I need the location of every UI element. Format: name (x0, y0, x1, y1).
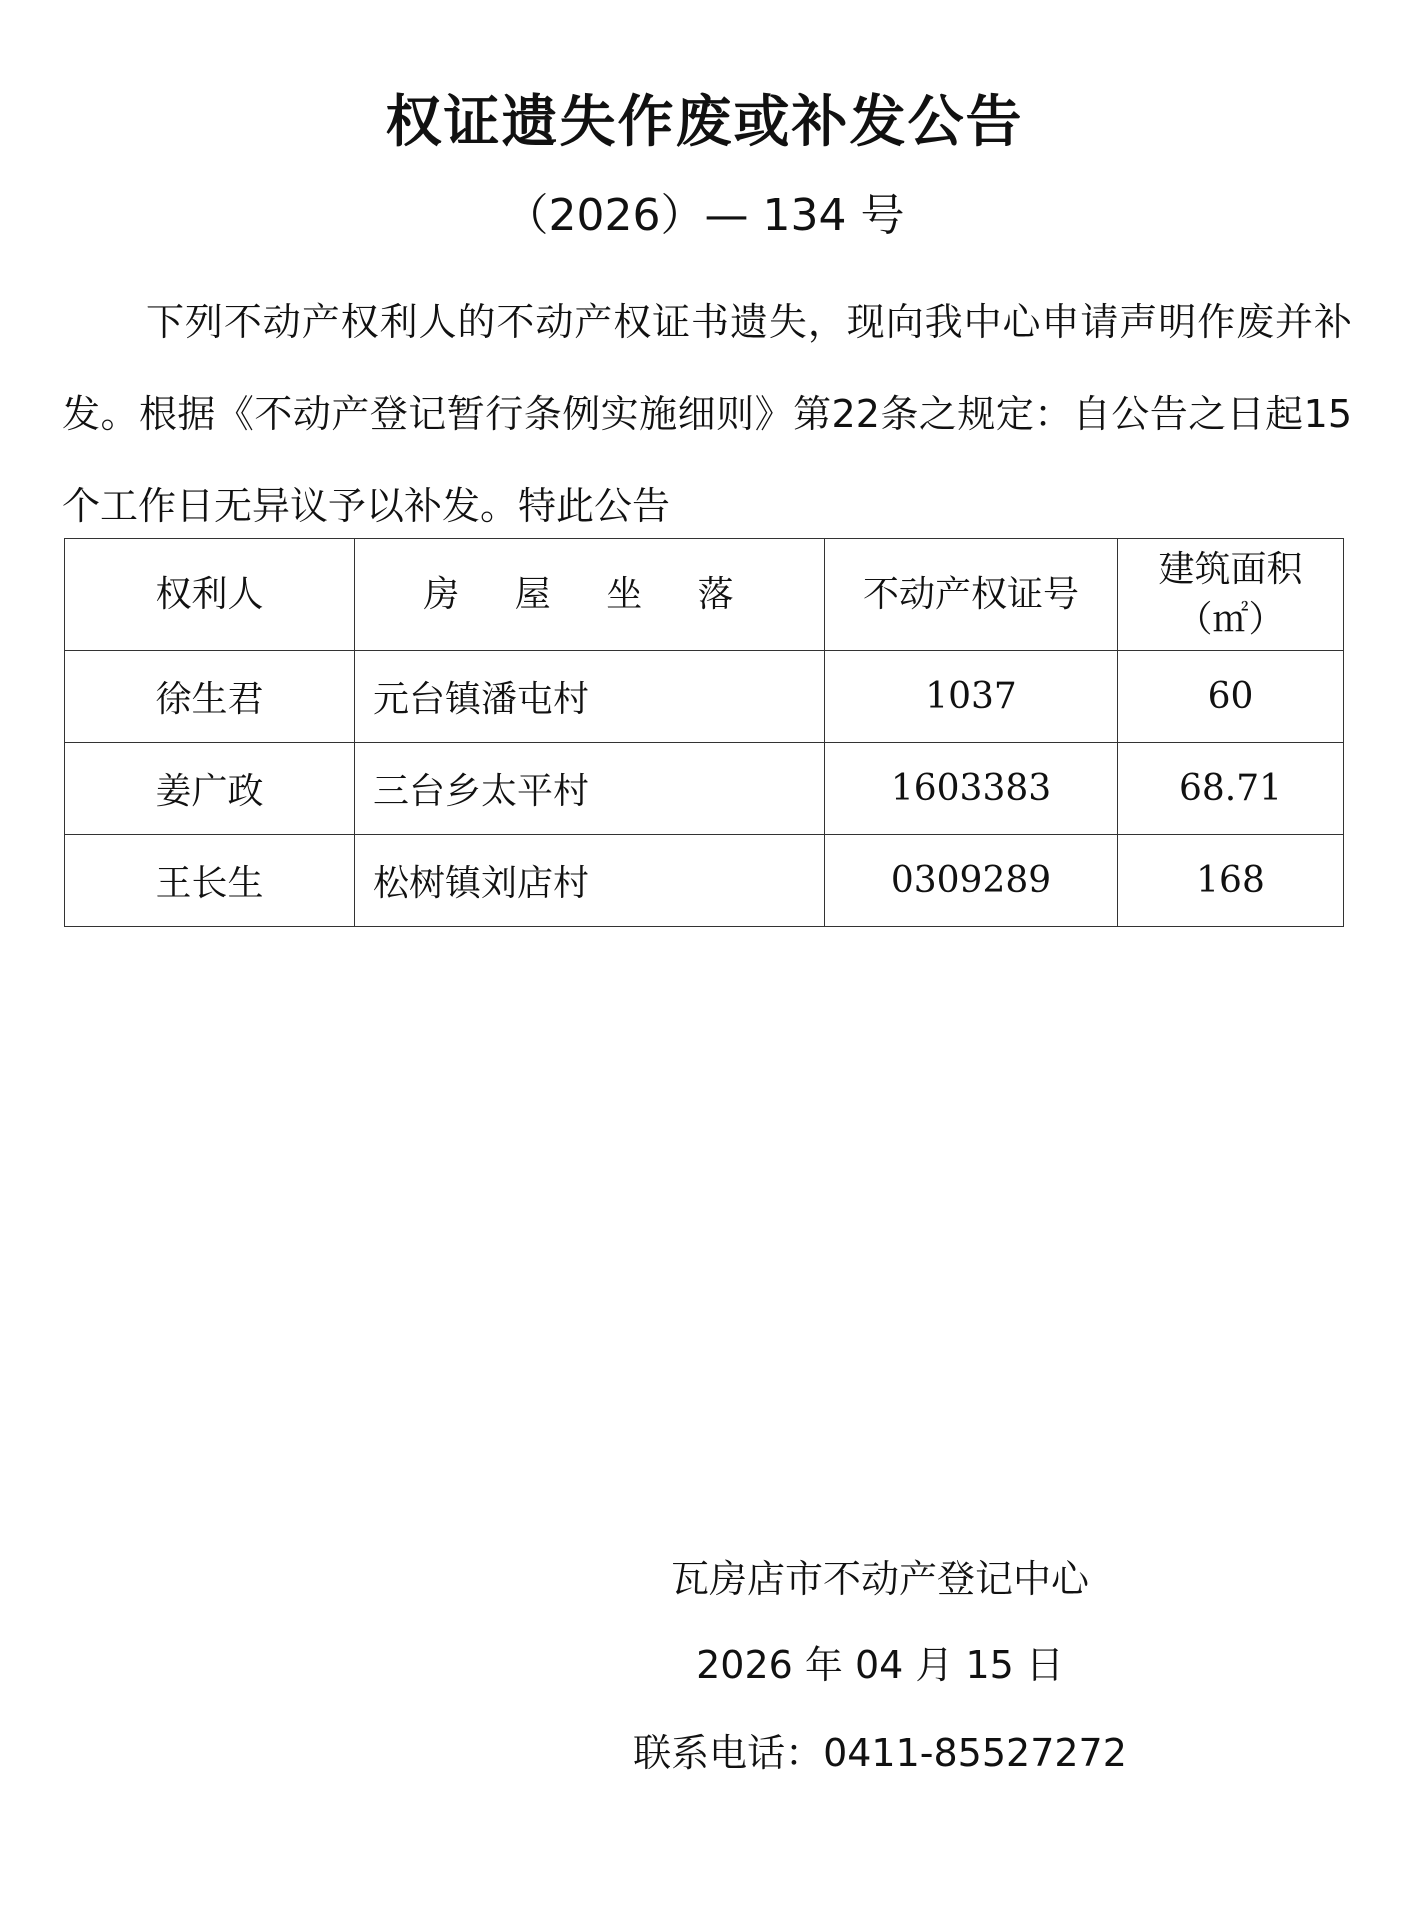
cell-cert-no: 0309289 (825, 835, 1118, 927)
table-row (65, 743, 1344, 835)
cell-owner: 姜广政 (65, 743, 355, 835)
cell-cert-no: 1037 (825, 651, 1118, 743)
header-area (1118, 539, 1344, 651)
cell-address: 松树镇刘店村 (355, 835, 825, 927)
cell-owner: 徐生君 (65, 651, 355, 743)
contact-phone: 联系电话：0411-85527272 (633, 1731, 1127, 1775)
notice-title: 权证遗失作废或补发公告 (385, 90, 1024, 155)
header-area-unit: （㎡） (1176, 598, 1285, 640)
cell-address: 元台镇潘屯村 (355, 651, 825, 743)
lost-certificate-table (64, 538, 1344, 927)
header-address: 房 屋 坐 落 (355, 539, 825, 651)
cell-owner: 王长生 (65, 835, 355, 927)
notice-number: （2026）— 134 号 (504, 190, 905, 241)
table-row (65, 651, 1344, 743)
cell-address: 三台乡太平村 (355, 743, 825, 835)
cell-area: 168 (1118, 835, 1344, 927)
table-row (65, 835, 1344, 927)
cell-cert-no: 1603383 (825, 743, 1118, 835)
header-cert-no: 不动产权证号 (825, 539, 1118, 651)
issue-date: 2026 年 04 月 15 日 (696, 1643, 1064, 1687)
issuing-organization: 瓦房店市不动产登记中心 (670, 1557, 1089, 1601)
header-area-label: 建筑面积 (1158, 548, 1303, 590)
table-header-row (65, 539, 1344, 651)
cell-area: 60 (1118, 651, 1344, 743)
header-owner: 权利人 (65, 539, 355, 651)
notice-body: 下列不动产权利人的不动产权证书遗失，现向我中心申请声明作废并补发。根据《不动产登记暂行条例实施细则》第22条之规定：自公告之日起15个工作日无异议予以补发。特此公告 (62, 300, 1352, 528)
cell-area: 68.71 (1118, 743, 1344, 835)
